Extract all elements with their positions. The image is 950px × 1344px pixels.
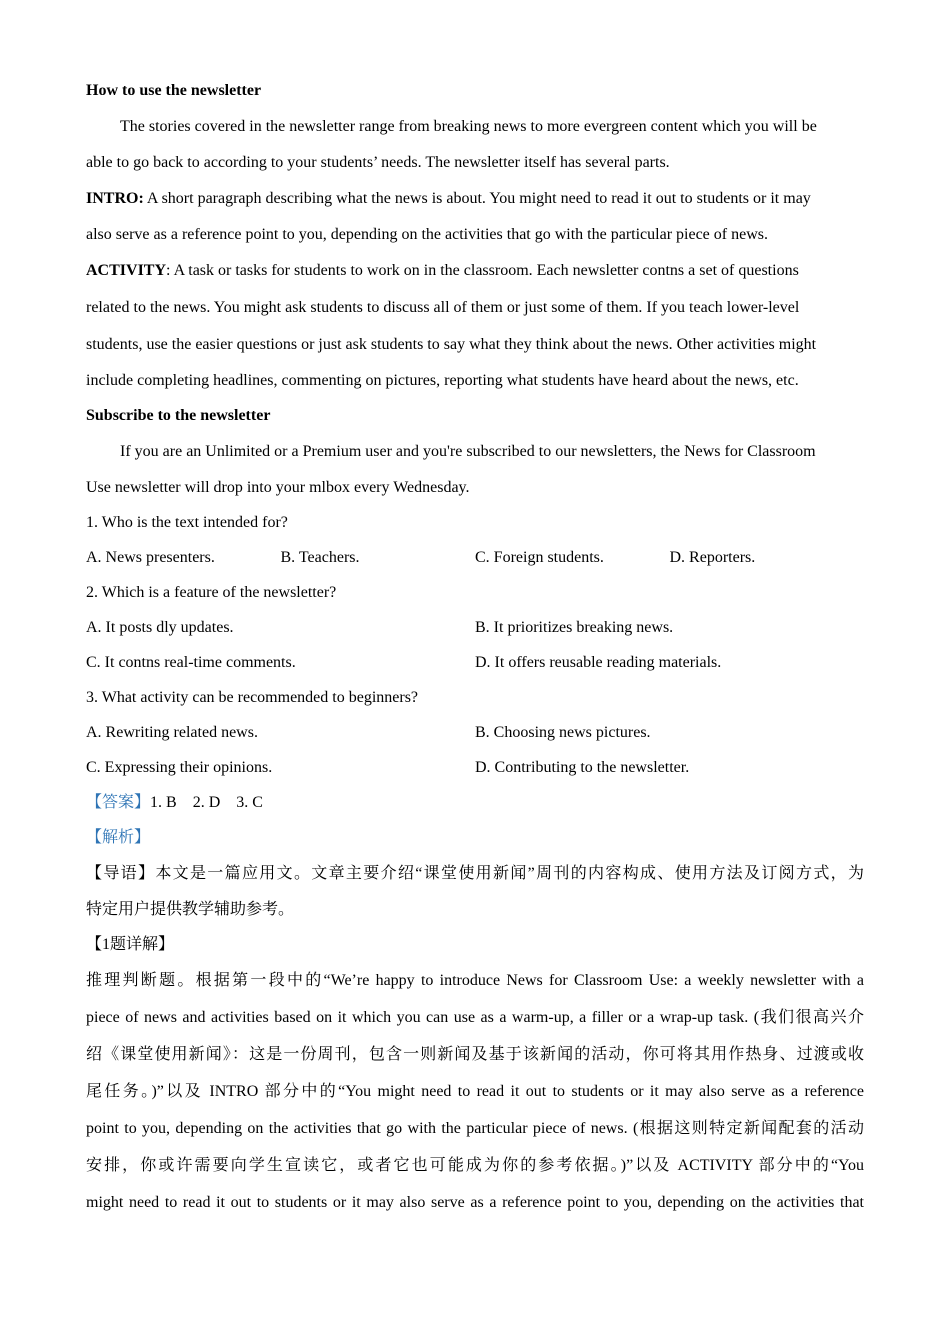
- detail-1-line-3: 绍《课堂使用新闻》：这是一份周刊，包含一则新闻及基于该新闻的活动，你可将其用作热身、过渡或收: [86, 1046, 864, 1063]
- subscribe-paragraph-line-2: Use newsletter will drop into your mlbox every Wednesday.: [86, 479, 470, 496]
- intro-section-line-2: also serve as a reference point to you, depending on the activities that go with the particular piece of news.: [86, 226, 768, 243]
- detail-1-heading: 【1题详解】: [86, 936, 175, 953]
- analysis-label: 【解析】: [86, 829, 151, 846]
- activity-section-line-3: students, use the easier questions or just ask students to say what they think about the news. Other activities might: [86, 336, 817, 353]
- answer-line: [86, 785, 864, 820]
- detail-1-line-5: point to you, depending on the activities that go with the particular piece of news. (根据这则特定新闻配套的活动: [86, 1120, 864, 1137]
- question-2-option-b: B. It prioritizes breaking news.: [475, 619, 674, 636]
- how-to-heading: How to use the newsletter: [86, 82, 262, 99]
- detail-1-line-7: might need to read it out to students or it may also serve as a reference point to you, depending on the activities that: [86, 1194, 864, 1211]
- question-2-option-c: C. It contns real-time comments.: [86, 654, 296, 671]
- answer-label: 【答案】: [86, 794, 151, 811]
- document-page: [86, 73, 864, 1221]
- detail-1-line-4: 尾任务。)”以及 INTRO 部分中的“You might need to read it out to students or it may also serve as a reference: [86, 1083, 864, 1100]
- question-3-option-d: D. Contributing to the newsletter.: [475, 759, 690, 776]
- activity-section-line-2: related to the news. You might ask students to discuss all of them or just some of them. If you teach lower-level: [86, 299, 800, 316]
- subscribe-paragraph-line-1: If you are an Unlimited or a Premium user and you're subscribed to our newsletters, the News for Classroom: [120, 443, 816, 460]
- detail-1-line-2: piece of news and activities based on it which you can use as a warm-up, a filler or a wrap-up task. (我们很高兴介: [86, 1009, 864, 1026]
- intro-label: INTRO:: [86, 190, 144, 207]
- intro-paragraph-line-2: able to go back to according to your students’ needs. The newsletter itself has several parts.: [86, 154, 670, 171]
- subscribe-heading: Subscribe to the newsletter: [86, 407, 271, 424]
- activity-section-line-1: [86, 252, 864, 289]
- question-2-option-a: A. It posts dly updates.: [86, 619, 234, 636]
- question-3-option-a: A. Rewriting related news.: [86, 724, 258, 741]
- activity-label: ACTIVITY: [86, 262, 167, 279]
- question-1-option-b: B. Teachers.: [280, 549, 360, 566]
- answer-text: 1. B 2. D 3. C: [150, 794, 263, 811]
- question-3-options-row-2: [86, 750, 864, 785]
- detail-1-line-6: 安排，你或许需要向学生宣读它，或者它也可能成为你的参考依据。)”以及 ACTIVITY 部分中的“You: [86, 1157, 864, 1174]
- intro-section-line-1: [86, 180, 864, 217]
- question-2-options-row-1: [86, 610, 864, 645]
- question-3-option-c: C. Expressing their opinions.: [86, 759, 273, 776]
- question-1-stem: 1. Who is the text intended for?: [86, 514, 288, 531]
- detail-1-line-1: 推理判断题。根据第一段中的“We’re happy to introduce News for Classroom Use: a weekly newsletter with a: [86, 972, 864, 989]
- activity-text-1: : A task or tasks for students to work on in the classroom. Each newsletter contns a set of questions: [166, 262, 799, 279]
- question-3-options-row-1: [86, 715, 864, 750]
- question-3-stem: 3. What activity can be recommended to beginners?: [86, 689, 419, 706]
- intro-text-1: A short paragraph describing what the news is about. You might need to read it out to students or it may: [143, 190, 811, 207]
- activity-section-line-4: include completing headlines, commenting on pictures, reporting what students have heard about the news, etc.: [86, 372, 799, 389]
- question-2-stem: 2. Which is a feature of the newsletter?: [86, 584, 337, 601]
- question-2-option-d: D. It offers reusable reading materials.: [475, 654, 722, 671]
- guide-line-1: 【导语】本文是一篇应用文。文章主要介绍“课堂使用新闻”周刊的内容构成、使用方法及订阅方式，为: [86, 865, 864, 882]
- guide-line-2: 特定用户提供教学辅助参考。: [86, 901, 295, 918]
- question-1-option-c: C. Foreign students.: [475, 549, 604, 566]
- question-2-options-row-2: [86, 645, 864, 680]
- question-3-option-b: B. Choosing news pictures.: [475, 724, 651, 741]
- question-1-option-d: D. Reporters.: [669, 549, 756, 566]
- question-1-option-a: A. News presenters.: [86, 549, 215, 566]
- question-1-options: [86, 540, 864, 575]
- intro-paragraph-line-1: The stories covered in the newsletter range from breaking news to more evergreen content which you will be: [120, 118, 817, 135]
